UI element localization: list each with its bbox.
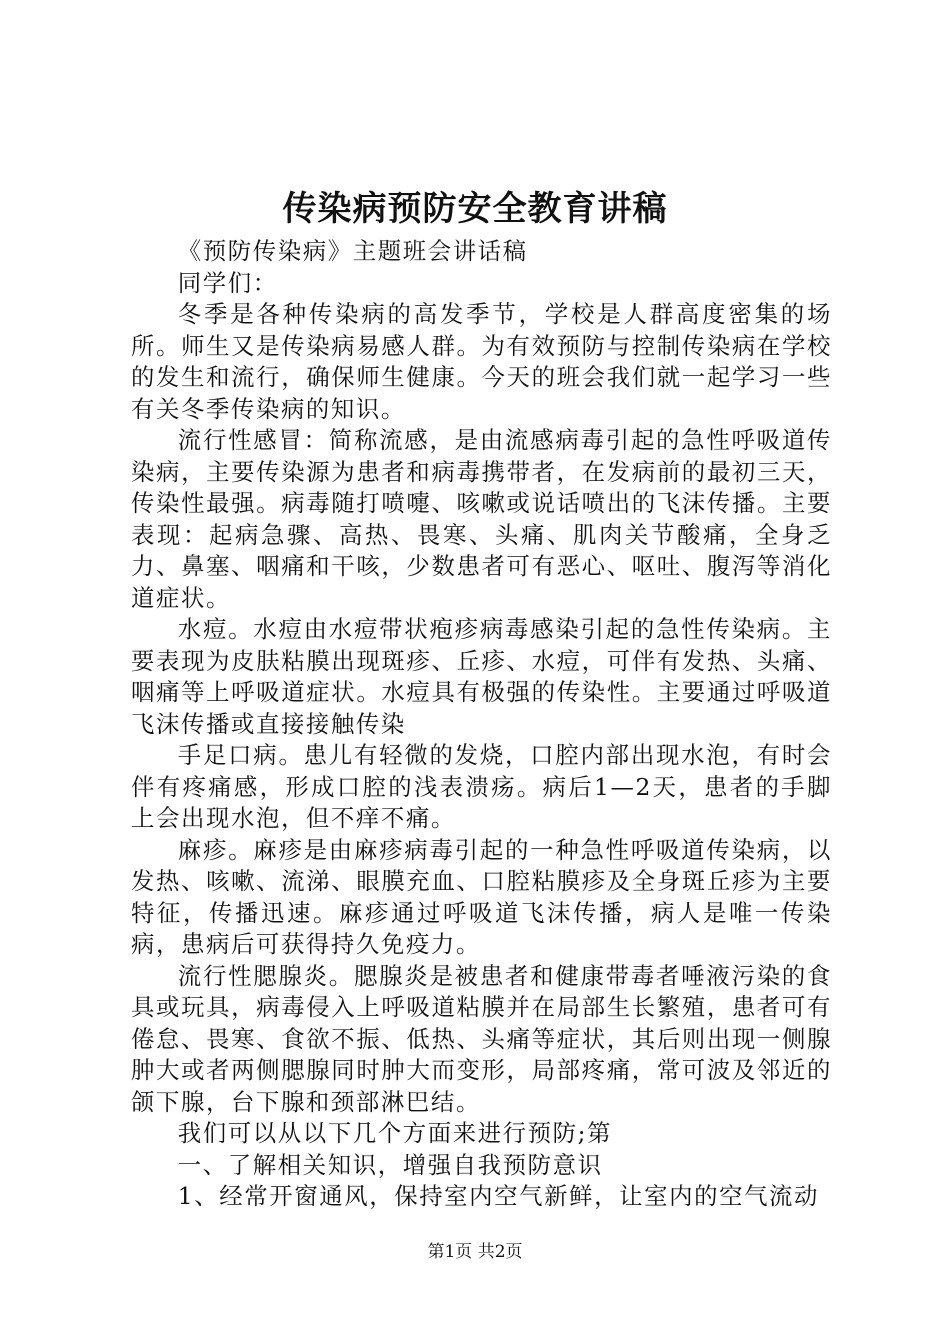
page-footer: 第1页 共2页 [427,1242,523,1262]
page-title: 传染病预防安全教育讲稿 [282,189,668,229]
paragraph-subtitle: 《预防传染病》主题班会讲话稿 [177,237,528,265]
paragraph-measles: 麻疹。麻疹是由麻疹病毒引起的一种急性呼吸道传染病，以发热、咳嗽、流涕、眼膜充血、口腔粘膜疹及全身斑丘疹为主要特征，传播迅速。麻疹通过呼吸道飞沫传播，病人是唯一传染病，患病后可获得持久免疫力。 [131,835,832,958]
paragraph-intro: 冬季是各种传染病的高发季节，学校是人群高度密集的场所。师生又是传染病易感人群。为有效预防与控制传染病在学校的发生和流行，确保师生健康。今天的班会我们就一起学习一些有关冬季传染病的知识。 [131,300,832,423]
paragraph-prevention-intro: 我们可以从以下几个方面来进行预防;第 [177,1119,613,1147]
paragraph-mumps: 流行性腮腺炎。腮腺炎是被患者和健康带毒者唾液污染的食具或玩具，病毒侵入上呼吸道粘膜并在局部生长繁殖，患者可有倦怠、畏寒、食欲不振、低热、头痛等症状，其后则出现一侧腺肿大或者两侧腮腺同时肿大而变形，局部疼痛，常可波及邻近的颌下腺，台下腺和颈部淋巴结。 [131,961,832,1116]
paragraph-chickenpox: 水痘。水痘由水痘带状疱疹病毒感染引起的急性传染病。主要表现为皮肤粘膜出现斑疹、丘疹、水痘，可伴有发热、头痛、咽痛等上呼吸道症状。水痘具有极强的传染性。主要通过呼吸道飞沫传播或直接接触传染 [131,615,832,738]
paragraph-hand-foot-mouth: 手足口病。患儿有轻微的发烧，口腔内部出现水泡，有时会伴有疼痛感，形成口腔的浅表溃疡。病后1—2天，患者的手脚上会出现水泡，但不痒不痛。 [131,741,832,832]
paragraph-section-one: 一、了解相关知识，增强自我预防意识 [177,1150,603,1179]
document-body [131,236,832,1213]
paragraph-item-one: 1、经常开窗通风，保持室内空气新鲜，让室内的空气流动 [177,1182,820,1210]
paragraph-influenza: 流行性感冒：简称流感，是由流感病毒引起的急性呼吸道传染病，主要传染源为患者和病毒携带者，在发病前的最初三天，传染性最强。病毒随打喷嚏、咳嗽或说话喷出的飞沫传播。主要表现：起病急骤、高热、畏寒、头痛、肌肉关节酸痛，全身乏力、鼻塞、咽痛和干咳，少数患者可有恶心、呕吐、腹泻等消化道症状。 [131,426,832,612]
paragraph-greeting: 同学们： [177,268,278,297]
